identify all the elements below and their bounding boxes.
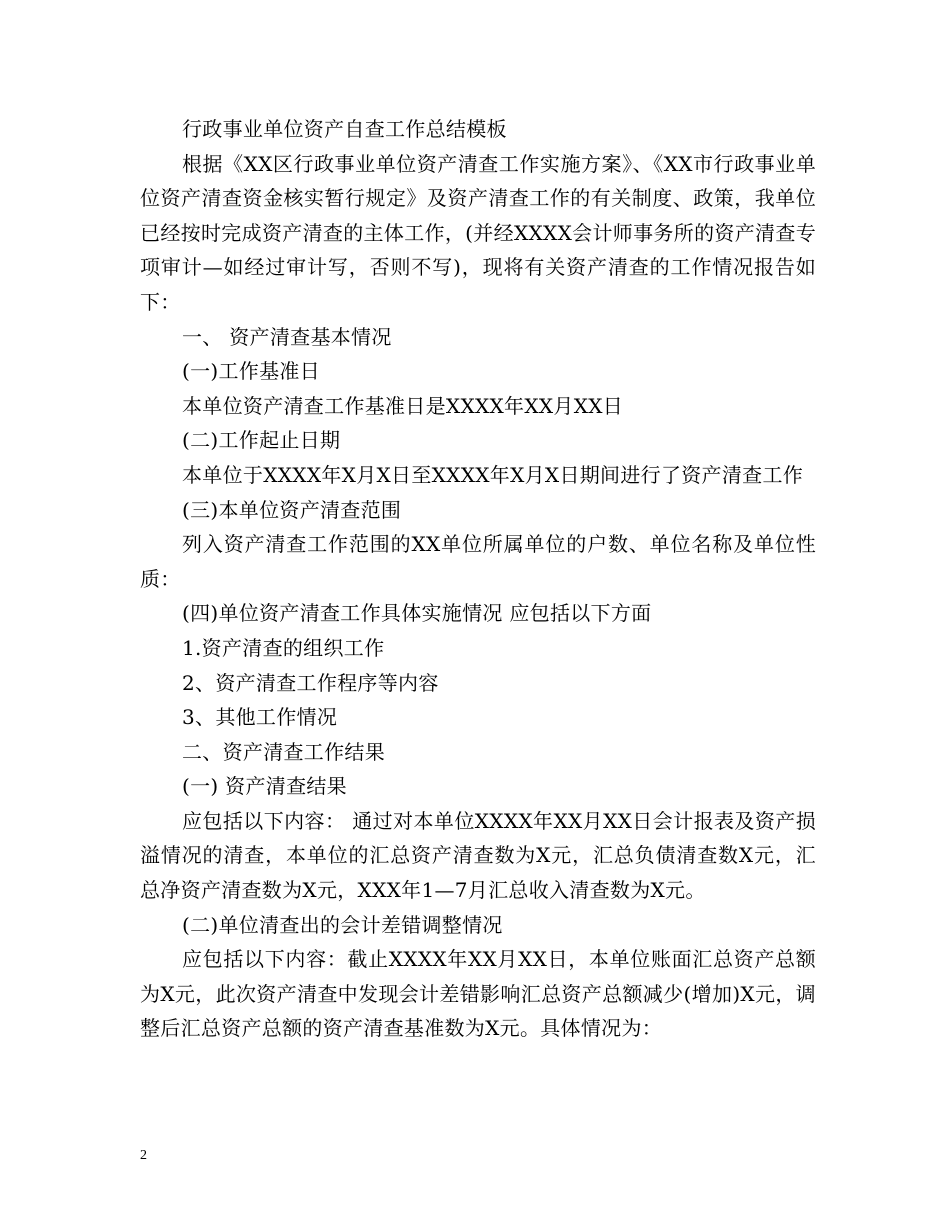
list-item: 3、其他工作情况 bbox=[182, 705, 338, 730]
subsection-heading: (二)单位清查出的会计差错调整情况 bbox=[182, 912, 503, 937]
section-heading-2: 二、资产清查工作结果 bbox=[182, 739, 385, 764]
document-title: 行政事业单位资产自查工作总结模板 bbox=[182, 117, 507, 141]
paragraph: 列入资产清查工作范围的XX单位所属单位的户数、单位名称及单位性质： bbox=[140, 532, 816, 591]
paragraph: 本单位于XXXX年X月X日至XXXX年X月X日期间进行了资产清查工作 bbox=[182, 462, 804, 487]
subsection-heading: (二)工作起止日期 bbox=[182, 428, 341, 453]
subsection-heading: (一)工作基准日 bbox=[182, 359, 321, 384]
section-heading-1: 一、 资产清查基本情况 bbox=[182, 324, 392, 349]
list-item: 2、资产清查工作程序等内容 bbox=[182, 670, 439, 695]
list-item: 1.资产清查的组织工作 bbox=[182, 635, 385, 660]
paragraph: 本单位资产清查工作基准日是XXXX年XX月XX日 bbox=[182, 393, 624, 418]
page-number: 2 bbox=[140, 1148, 147, 1163]
subsection-heading: (四)单位资产清查工作具体实施情况 应包括以下方面 bbox=[182, 601, 652, 626]
subsection-heading: (一) 资产清查结果 bbox=[182, 774, 347, 799]
subsection-heading: (三)本单位资产清查范围 bbox=[182, 497, 402, 522]
paragraph: 应包括以下内容： 通过对本单位XXXX年XX月XX日会计报表及资产损溢情况的清查，本单位的汇总资产清查数为X元，汇总负债清查数X元，汇总净资产清查数为X元，XXX年1—7月汇总收入清查数为X元。 bbox=[140, 808, 816, 903]
document-body bbox=[140, 112, 816, 1046]
paragraph: 应包括以下内容：截止XXXX年XX月XX日，本单位账面汇总资产总额为X元，此次资产清查中发现会计差错影响汇总资产总额减少(增加)X元，调整后汇总资产总额的资产清查基准数为X元。具体情况为： bbox=[140, 947, 816, 1041]
paragraph-intro: 根据《XX区行政事业单位资产清查工作实施方案》、《XX市行政事业单位资产清查资金核实暂行规定》及资产清查工作的有关制度、政策，我单位已经按时完成资产清查的主体工作，(并经XXXX会计师事务所的资产清查专项审计—如经过审计写，否则不写)，现将有关资产清查的工作情况报告如下： bbox=[140, 151, 816, 314]
